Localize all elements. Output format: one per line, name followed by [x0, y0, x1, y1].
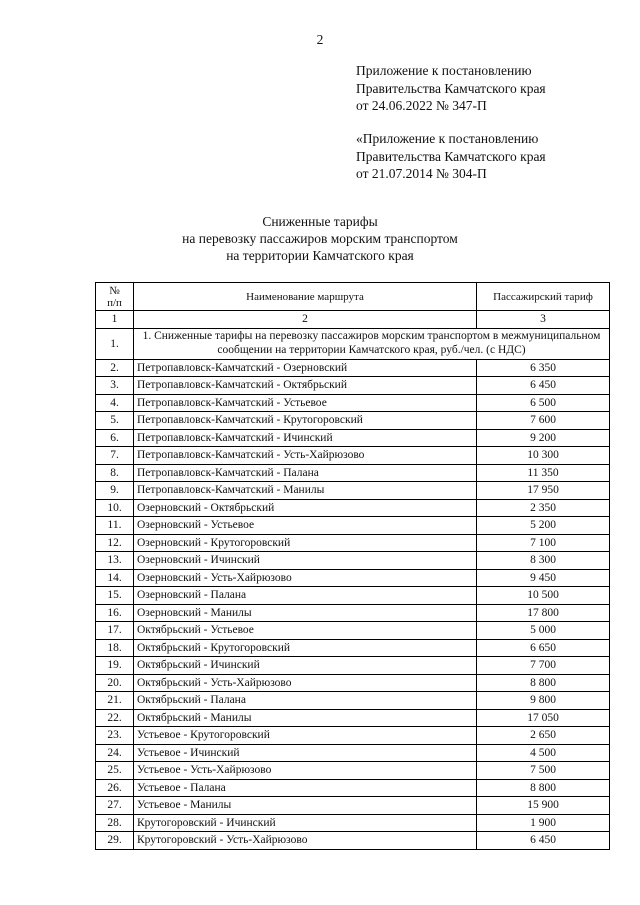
table-row: [96, 692, 610, 710]
table-row: [96, 464, 610, 482]
row-route: Озерновский - Октябрьский: [134, 499, 477, 517]
section-num: 1.: [96, 328, 134, 359]
table-row: [96, 779, 610, 797]
section-row: [96, 328, 610, 359]
header-num-line2: п/п: [107, 296, 122, 309]
row-fare: 7 500: [477, 762, 610, 780]
row-fare: 7 700: [477, 657, 610, 675]
row-num: 21.: [96, 692, 134, 710]
row-route: Октябрьский - Палана: [134, 692, 477, 710]
row-fare: 6 650: [477, 639, 610, 657]
row-fare: 6 350: [477, 359, 610, 377]
table-row: [96, 762, 610, 780]
row-fare: 2 650: [477, 727, 610, 745]
table-row: [96, 604, 610, 622]
row-fare: 9 450: [477, 569, 610, 587]
row-route: Озерновский - Усть-Хайрюзово: [134, 569, 477, 587]
header-num: [96, 283, 134, 311]
appendix-current-line3: от 24.06.2022 № 347-П: [356, 98, 487, 113]
column-index: 2: [134, 311, 477, 329]
row-num: 13.: [96, 552, 134, 570]
row-route: Устьевое - Манилы: [134, 797, 477, 815]
row-route: Петропавловск-Камчатский - Октябрьский: [134, 377, 477, 395]
row-num: 3.: [96, 377, 134, 395]
appendix-original-line3: от 21.07.2014 № 304-П: [356, 166, 487, 181]
table-row: [96, 744, 610, 762]
row-num: 27.: [96, 797, 134, 815]
row-fare: 6 450: [477, 377, 610, 395]
row-route: Октябрьский - Ичинский: [134, 657, 477, 675]
row-num: 24.: [96, 744, 134, 762]
row-num: 12.: [96, 534, 134, 552]
row-fare: 11 350: [477, 464, 610, 482]
column-index: 1: [96, 311, 134, 329]
row-fare: 17 950: [477, 482, 610, 500]
row-fare: 7 100: [477, 534, 610, 552]
table-row: [96, 587, 610, 605]
row-route: Устьевое - Крутогоровский: [134, 727, 477, 745]
row-route: Крутогоровский - Ичинский: [134, 814, 477, 832]
table-row: [96, 709, 610, 727]
table-row: [96, 517, 610, 535]
row-num: 14.: [96, 569, 134, 587]
row-route: Октябрьский - Крутогоровский: [134, 639, 477, 657]
column-index: 3: [477, 311, 610, 329]
table-row: [96, 797, 610, 815]
row-route: Озерновский - Крутогоровский: [134, 534, 477, 552]
table-row: [96, 377, 610, 395]
row-route: Устьевое - Усть-Хайрюзово: [134, 762, 477, 780]
row-fare: 5 200: [477, 517, 610, 535]
appendix-original-line1: «Приложение к постановлению: [356, 131, 539, 146]
row-fare: 17 800: [477, 604, 610, 622]
row-route: Петропавловск-Камчатский - Озерновский: [134, 359, 477, 377]
appendix-header-original: [356, 130, 546, 183]
row-num: 4.: [96, 394, 134, 412]
table-row: [96, 639, 610, 657]
row-fare: 5 000: [477, 622, 610, 640]
page-number: 2: [316, 32, 324, 47]
table-row: [96, 499, 610, 517]
table-row: [96, 359, 610, 377]
row-num: 5.: [96, 412, 134, 430]
table-row: [96, 429, 610, 447]
row-route: Петропавловск-Камчатский - Ичинский: [134, 429, 477, 447]
row-num: 19.: [96, 657, 134, 675]
row-num: 29.: [96, 832, 134, 850]
table-row: [96, 482, 610, 500]
row-num: 23.: [96, 727, 134, 745]
row-num: 7.: [96, 447, 134, 465]
row-route: Октябрьский - Усть-Хайрюзово: [134, 674, 477, 692]
row-fare: 10 300: [477, 447, 610, 465]
row-route: Озерновский - Ичинский: [134, 552, 477, 570]
row-num: 16.: [96, 604, 134, 622]
row-num: 2.: [96, 359, 134, 377]
appendix-current-line2: Правительства Камчатского края: [356, 80, 546, 96]
table-row: [96, 674, 610, 692]
section-text: 1. Сниженные тарифы на перевозку пассажиров морским транспортом в межмуниципальном сообщении на территории Камчатского края, руб./чел. (с НДС): [134, 328, 610, 359]
header-route: Наименование маршрута: [134, 283, 477, 311]
row-route: Петропавловск-Камчатский - Крутогоровский: [134, 412, 477, 430]
row-fare: 8 800: [477, 779, 610, 797]
row-fare: 2 350: [477, 499, 610, 517]
table-row: [96, 657, 610, 675]
table-row: [96, 622, 610, 640]
row-num: 10.: [96, 499, 134, 517]
table-row: [96, 814, 610, 832]
appendix-current-line1: Приложение к постановлению: [356, 63, 532, 78]
row-fare: 8 800: [477, 674, 610, 692]
row-num: 18.: [96, 639, 134, 657]
row-num: 9.: [96, 482, 134, 500]
title-line3: на территории Камчатского края: [226, 248, 414, 263]
header-num-line1: №: [109, 284, 120, 297]
row-num: 15.: [96, 587, 134, 605]
row-route: Озерновский - Палана: [134, 587, 477, 605]
row-num: 6.: [96, 429, 134, 447]
row-route: Петропавловск-Камчатский - Усть-Хайрюзово: [134, 447, 477, 465]
row-fare: 15 900: [477, 797, 610, 815]
table-row: [96, 534, 610, 552]
row-fare: 7 600: [477, 412, 610, 430]
row-route: Озерновский - Манилы: [134, 604, 477, 622]
table-row: [96, 552, 610, 570]
table-row: [96, 727, 610, 745]
row-route: Устьевое - Палана: [134, 779, 477, 797]
row-route: Озерновский - Устьевое: [134, 517, 477, 535]
table-row: [96, 394, 610, 412]
appendix-original-line2: Правительства Камчатского края: [356, 148, 546, 164]
title-line2: на перевозку пассажиров морским транспортом: [182, 231, 458, 246]
row-fare: 4 500: [477, 744, 610, 762]
row-route: Петропавловск-Камчатский - Манилы: [134, 482, 477, 500]
row-num: 22.: [96, 709, 134, 727]
row-route: Октябрьский - Манилы: [134, 709, 477, 727]
row-route: Устьевое - Ичинский: [134, 744, 477, 762]
row-fare: 9 200: [477, 429, 610, 447]
row-route: Октябрьский - Устьевое: [134, 622, 477, 640]
row-num: 28.: [96, 814, 134, 832]
row-num: 8.: [96, 464, 134, 482]
row-num: 20.: [96, 674, 134, 692]
title-line1: Сниженные тарифы: [262, 214, 378, 229]
table-row: [96, 569, 610, 587]
header-fare: Пассажирский тариф: [477, 283, 610, 311]
tariff-table: [95, 282, 610, 850]
row-num: 17.: [96, 622, 134, 640]
row-route: Крутогоровский - Усть-Хайрюзово: [134, 832, 477, 850]
row-fare: 10 500: [477, 587, 610, 605]
row-num: 26.: [96, 779, 134, 797]
row-route: Петропавловск-Камчатский - Палана: [134, 464, 477, 482]
row-route: Петропавловск-Камчатский - Устьевое: [134, 394, 477, 412]
table-header-row: [96, 283, 610, 311]
row-num: 25.: [96, 762, 134, 780]
table-row: [96, 412, 610, 430]
document-title: [0, 213, 640, 264]
appendix-header-current: [356, 62, 546, 115]
table-row: [96, 447, 610, 465]
row-fare: 6 500: [477, 394, 610, 412]
column-index-row: [96, 311, 610, 329]
row-fare: 8 300: [477, 552, 610, 570]
row-fare: 6 450: [477, 832, 610, 850]
row-fare: 1 900: [477, 814, 610, 832]
row-num: 11.: [96, 517, 134, 535]
row-fare: 17 050: [477, 709, 610, 727]
table-row: [96, 832, 610, 850]
row-fare: 9 800: [477, 692, 610, 710]
